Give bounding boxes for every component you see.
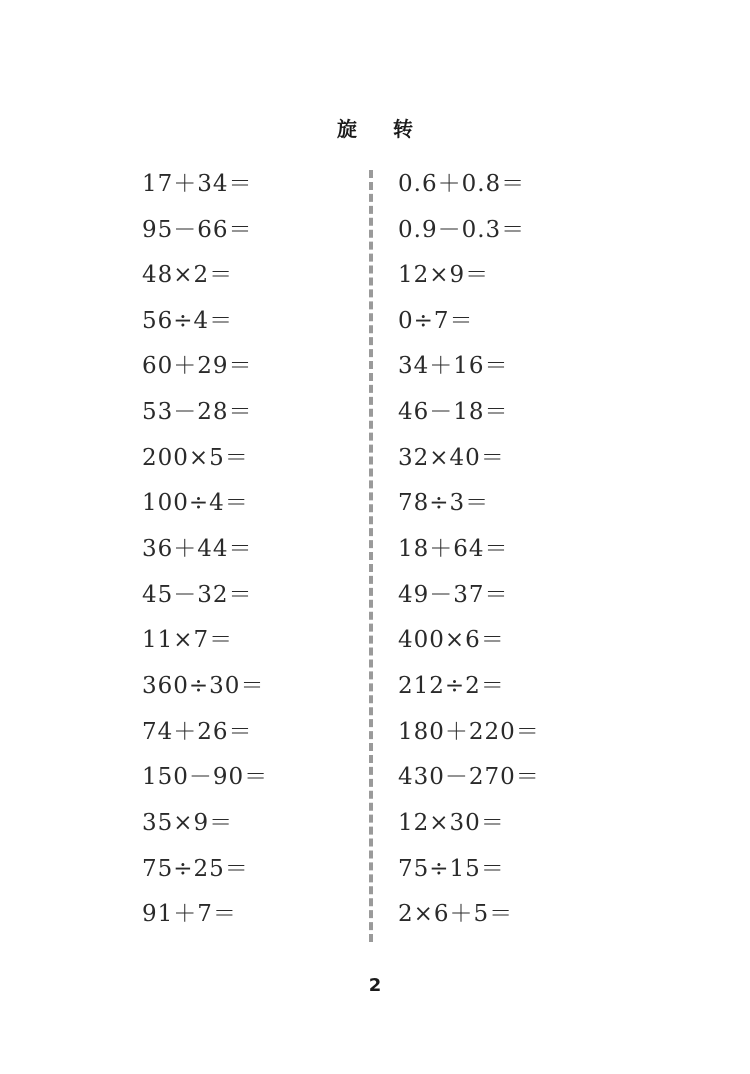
dashed-column-divider (369, 170, 373, 942)
page-title (0, 113, 750, 142)
problem-item: 35×9＝ (142, 810, 234, 836)
problem-item: 0÷7＝ (398, 308, 474, 334)
problem-item: 74＋26＝ (142, 719, 253, 745)
problem-item: 100÷4＝ (142, 490, 249, 516)
problem-item: 36＋44＝ (142, 536, 253, 562)
problem-item: 200×5＝ (142, 445, 249, 471)
problem-item: 32×40＝ (398, 445, 505, 471)
problem-item: 60＋29＝ (142, 353, 253, 379)
problem-item: 91＋7＝ (142, 901, 237, 927)
problem-item: 53－28＝ (142, 399, 253, 425)
problem-item: 49－37＝ (398, 582, 509, 608)
problem-item: 95－66＝ (142, 217, 253, 243)
title-char-2: 转 (393, 117, 413, 141)
problem-item: 0.9－0.3＝ (398, 217, 526, 243)
problem-item: 0.6＋0.8＝ (398, 171, 526, 197)
title-char-1: 旋 (337, 117, 357, 141)
problem-item: 430－270＝ (398, 764, 540, 790)
problem-item: 400×6＝ (398, 627, 505, 653)
problem-item: 34＋16＝ (398, 353, 509, 379)
page-number: 2 (368, 975, 382, 996)
problem-item: 75÷25＝ (142, 856, 249, 882)
problem-item: 12×30＝ (398, 810, 505, 836)
problem-item: 17＋34＝ (142, 171, 253, 197)
problem-item: 78÷3＝ (398, 490, 490, 516)
problem-item: 212÷2＝ (398, 673, 505, 699)
problem-item: 180＋220＝ (398, 719, 540, 745)
problem-item: 48×2＝ (142, 262, 234, 288)
problem-item: 150－90＝ (142, 764, 269, 790)
problem-item: 12×9＝ (398, 262, 490, 288)
problem-item: 45－32＝ (142, 582, 253, 608)
problem-item: 18＋64＝ (398, 536, 509, 562)
problem-item: 11×7＝ (142, 627, 234, 653)
problem-item: 56÷4＝ (142, 308, 234, 334)
problem-item: 2×6＋5＝ (398, 901, 514, 927)
problem-item: 46－18＝ (398, 399, 509, 425)
problem-item: 360÷30＝ (142, 673, 265, 699)
problem-item: 75÷15＝ (398, 856, 505, 882)
